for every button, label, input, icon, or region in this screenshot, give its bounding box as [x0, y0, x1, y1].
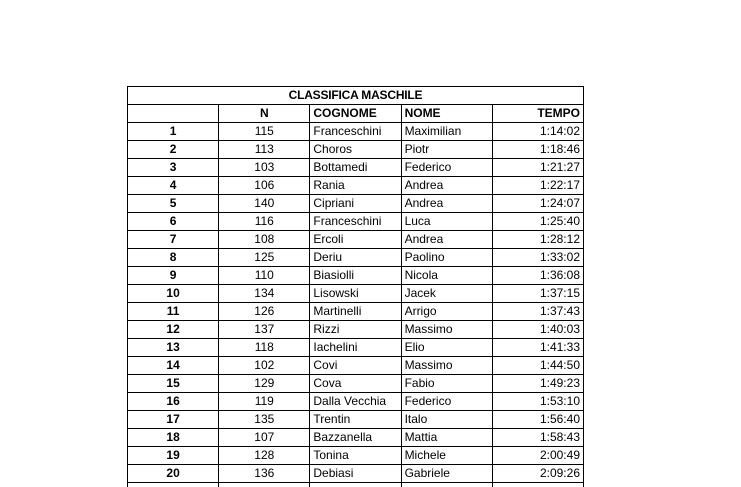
surname-cell: Iachelini — [310, 339, 401, 357]
surname-cell: Lisowski — [310, 285, 401, 303]
surname-cell: Ercoli — [310, 231, 401, 249]
time-cell: 1:37:43 — [492, 303, 583, 321]
surname-cell: Martinelli — [310, 303, 401, 321]
empty-cell — [492, 483, 583, 487]
header-cognome: COGNOME — [310, 105, 401, 123]
rank-cell: 9 — [128, 267, 219, 285]
rank-cell: 2 — [128, 141, 219, 159]
results-sheet — [127, 86, 584, 487]
bib-number-cell: 102 — [219, 357, 310, 375]
table-row — [128, 429, 584, 447]
bib-number-cell: 107 — [219, 429, 310, 447]
surname-cell: Rizzi — [310, 321, 401, 339]
table-row — [128, 123, 584, 141]
rank-cell: 7 — [128, 231, 219, 249]
bib-number-cell: 113 — [219, 141, 310, 159]
table-row — [128, 339, 584, 357]
time-cell: 2:09:26 — [492, 465, 583, 483]
bib-number-cell: 128 — [219, 447, 310, 465]
bib-number-cell: 119 — [219, 393, 310, 411]
bib-number-cell: 129 — [219, 375, 310, 393]
rank-cell: 11 — [128, 303, 219, 321]
time-cell: 1:53:10 — [492, 393, 583, 411]
surname-cell: Bottamedi — [310, 159, 401, 177]
bib-number-cell: 110 — [219, 267, 310, 285]
time-cell: 1:22:17 — [492, 177, 583, 195]
table-row — [128, 213, 584, 231]
first-name-cell: Italo — [401, 411, 492, 429]
bib-number-cell: 103 — [219, 159, 310, 177]
bib-number-cell: 137 — [219, 321, 310, 339]
header-nome: NOME — [401, 105, 492, 123]
table-row — [128, 195, 584, 213]
rank-cell: 14 — [128, 357, 219, 375]
table-row — [128, 285, 584, 303]
bib-number-cell: 126 — [219, 303, 310, 321]
table-row — [128, 447, 584, 465]
first-name-cell: Luca — [401, 213, 492, 231]
table-row — [128, 303, 584, 321]
rank-cell: 10 — [128, 285, 219, 303]
table-row — [128, 357, 584, 375]
empty-cell — [128, 483, 219, 487]
bib-number-cell: 125 — [219, 249, 310, 267]
surname-cell: Dalla Vecchia — [310, 393, 401, 411]
first-name-cell: Maximilian — [401, 123, 492, 141]
time-cell: 1:18:46 — [492, 141, 583, 159]
bib-number-cell: 134 — [219, 285, 310, 303]
time-cell: 1:36:08 — [492, 267, 583, 285]
time-cell: 1:25:40 — [492, 213, 583, 231]
first-name-cell: Arrigo — [401, 303, 492, 321]
time-cell: 1:37:15 — [492, 285, 583, 303]
rank-cell: 1 — [128, 123, 219, 141]
rank-cell: 4 — [128, 177, 219, 195]
surname-cell: Deriu — [310, 249, 401, 267]
rank-cell: 12 — [128, 321, 219, 339]
header-row — [128, 105, 584, 123]
first-name-cell: Piotr — [401, 141, 492, 159]
header-tempo: TEMPO — [492, 105, 583, 123]
time-cell: 1:56:40 — [492, 411, 583, 429]
first-name-cell: Jacek — [401, 285, 492, 303]
empty-cell — [219, 483, 310, 487]
first-name-cell: Nicola — [401, 267, 492, 285]
results-table — [127, 86, 584, 487]
surname-cell: Debiasi — [310, 465, 401, 483]
table-row — [128, 393, 584, 411]
rank-cell: 15 — [128, 375, 219, 393]
surname-cell: Biasiolli — [310, 267, 401, 285]
table-row — [128, 411, 584, 429]
rank-cell: 20 — [128, 465, 219, 483]
table-row — [128, 141, 584, 159]
first-name-cell: Andrea — [401, 195, 492, 213]
surname-cell: Franceschini — [310, 123, 401, 141]
surname-cell: Choros — [310, 141, 401, 159]
surname-cell: Bazzanella — [310, 429, 401, 447]
time-cell: 1:58:43 — [492, 429, 583, 447]
table-row — [128, 159, 584, 177]
bib-number-cell: 135 — [219, 411, 310, 429]
first-name-cell: Massimo — [401, 321, 492, 339]
table-row — [128, 267, 584, 285]
surname-cell: Tonina — [310, 447, 401, 465]
first-name-cell: Massimo — [401, 357, 492, 375]
first-name-cell: Andrea — [401, 177, 492, 195]
surname-cell: Franceschini — [310, 213, 401, 231]
table-title: CLASSIFICA MASCHILE — [128, 87, 584, 105]
rank-cell: 19 — [128, 447, 219, 465]
time-cell: 1:33:02 — [492, 249, 583, 267]
rank-cell: 6 — [128, 213, 219, 231]
table-row — [128, 231, 584, 249]
time-cell: 1:41:33 — [492, 339, 583, 357]
rank-cell: 3 — [128, 159, 219, 177]
table-row — [128, 177, 584, 195]
surname-cell: Cipriani — [310, 195, 401, 213]
empty-cell — [310, 483, 401, 487]
table-row-cutoff — [128, 483, 584, 487]
bib-number-cell: 106 — [219, 177, 310, 195]
table-row — [128, 321, 584, 339]
first-name-cell: Gabriele — [401, 465, 492, 483]
first-name-cell: Federico — [401, 393, 492, 411]
time-cell: 1:24:07 — [492, 195, 583, 213]
surname-cell: Cova — [310, 375, 401, 393]
time-cell: 1:49:23 — [492, 375, 583, 393]
rank-cell: 16 — [128, 393, 219, 411]
bib-number-cell: 140 — [219, 195, 310, 213]
rank-cell: 18 — [128, 429, 219, 447]
first-name-cell: Fabio — [401, 375, 492, 393]
header-n: N — [219, 105, 310, 123]
bib-number-cell: 118 — [219, 339, 310, 357]
surname-cell: Covi — [310, 357, 401, 375]
bib-number-cell: 115 — [219, 123, 310, 141]
time-cell: 1:14:02 — [492, 123, 583, 141]
time-cell: 1:44:50 — [492, 357, 583, 375]
table-row — [128, 465, 584, 483]
first-name-cell: Federico — [401, 159, 492, 177]
time-cell: 1:28:12 — [492, 231, 583, 249]
bib-number-cell: 116 — [219, 213, 310, 231]
table-row — [128, 375, 584, 393]
first-name-cell: Paolino — [401, 249, 492, 267]
rank-cell: 17 — [128, 411, 219, 429]
rank-cell: 5 — [128, 195, 219, 213]
surname-cell: Rania — [310, 177, 401, 195]
first-name-cell: Mattia — [401, 429, 492, 447]
results-body — [128, 123, 584, 487]
time-cell: 1:21:27 — [492, 159, 583, 177]
first-name-cell: Michele — [401, 447, 492, 465]
time-cell: 2:00:49 — [492, 447, 583, 465]
bib-number-cell: 136 — [219, 465, 310, 483]
empty-cell — [401, 483, 492, 487]
table-row — [128, 249, 584, 267]
surname-cell: Trentin — [310, 411, 401, 429]
first-name-cell: Elio — [401, 339, 492, 357]
title-row — [128, 87, 584, 105]
rank-cell: 13 — [128, 339, 219, 357]
rank-cell: 8 — [128, 249, 219, 267]
first-name-cell: Andrea — [401, 231, 492, 249]
time-cell: 1:40:03 — [492, 321, 583, 339]
bib-number-cell: 108 — [219, 231, 310, 249]
header-pos — [128, 105, 219, 123]
